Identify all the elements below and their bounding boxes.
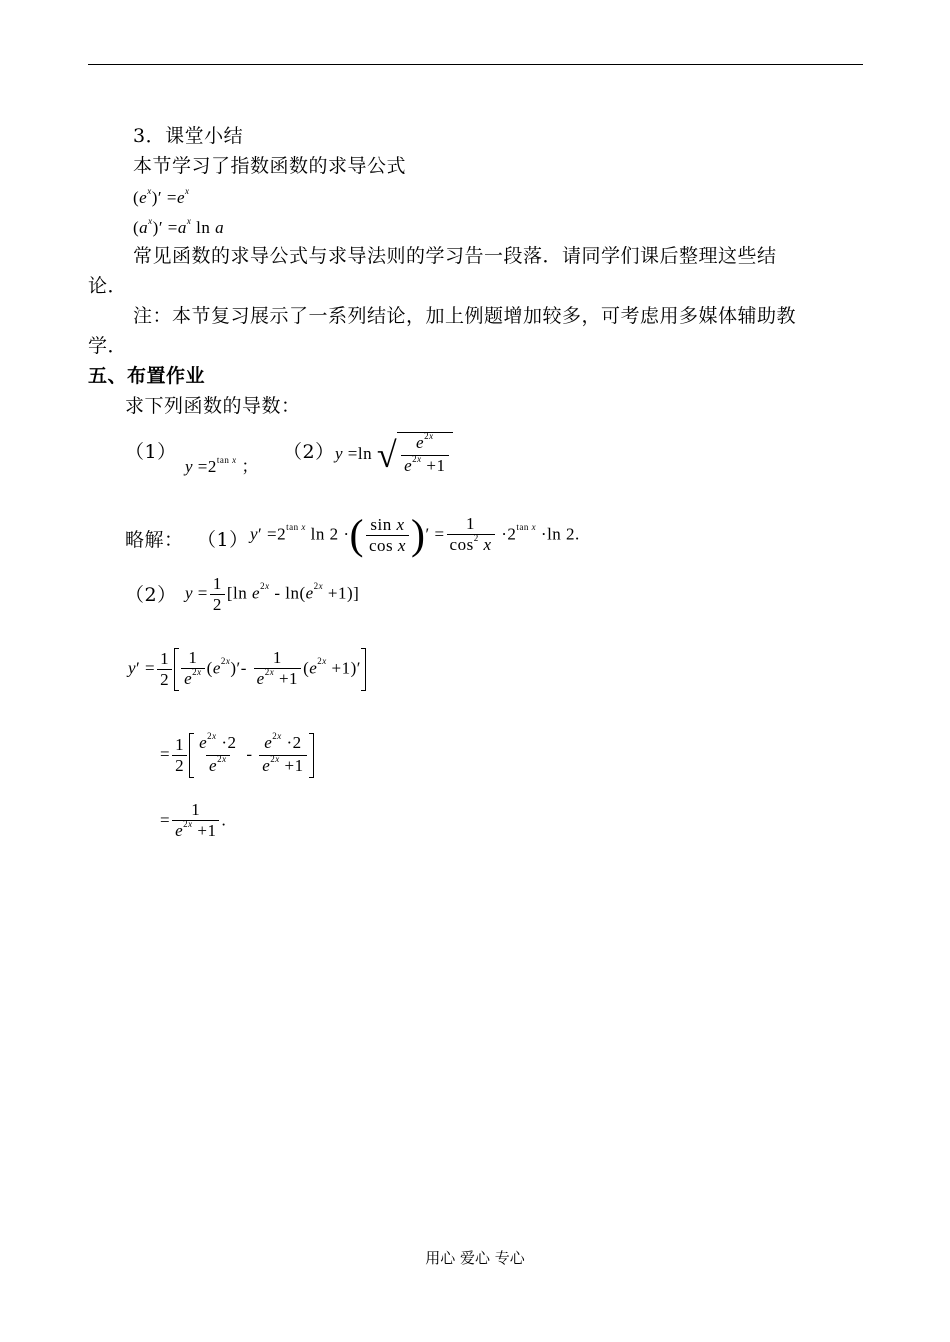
summary-paragraph-1-cont: 论． [88,275,128,297]
summary-paragraph-1: 常见函数的求导公式与求导法则的学习告一段落．请同学们课后整理这些结 [133,245,777,267]
summary-note: 注：本节复习展示了一系列结论，加上例题增加较多，可考虑用多媒体辅助教 [133,305,797,327]
solution1-label: （1） [197,529,249,551]
summary-intro: 本节学习了指数函数的求导公式 [133,155,407,177]
formula-ax-derivative: $(a^x)' =a^x$ ln a [133,216,225,237]
solution1-formula: $y' =2^{tan x}$ ln 2 ·( $\frac{\text{sin x}}{\text{cos x}}$ )′ = $\frac{1}{\cos^2 x}$ $\cdot 2^{tan x} \cdot\ln$ 2. [250,512,580,559]
solution2-label: （2） [125,584,177,606]
solution2-simplify: y = $\frac{1}{2}$ [ln $e^{2x} - \ln(e^{2x} +1)$] [185,574,360,614]
solution2-derivative-step1: y′ = $\frac{1}{2}$ $\frac{1}{e^{2x}}$ $(e^{2x})'-$ $\frac{1}{e^{2x} +1}$ $(e^{2x} +1)'$ [128,648,366,691]
solution2-result: = $\frac{1}{e^{2x} +1}$ . [160,800,226,843]
header-rule [88,64,863,65]
solution2-derivative-step2: = $\frac{1}{2}$ $\frac{e^{2x} \cdot 2}{e^{2x}}$ - $\frac{e^{2x} \cdot 2}{e^{2x} +1}$ [160,733,314,778]
page-footer: 用心 爱心 专心 [425,1249,525,1267]
formula-exp-derivative: $(e^x)' =e^x$ [133,186,190,207]
summary-note-cont: 学． [88,335,128,357]
homework-item1-label: （1） [125,441,177,463]
solution-label: 略解： [125,529,184,551]
homework-item2-label: （2） [283,441,335,463]
homework-task: 求下列函数的导数： [125,395,301,417]
section-heading-homework: 五、布置作业 [88,365,206,387]
homework-item2-formula: y =ln √ $\frac{e^{2x}}{e^{2x} +1}$ [335,432,453,478]
homework-item1-formula: $y =2^{tan x}$ ； [185,455,259,476]
section-heading-summary: 3．课堂小结 [133,125,244,147]
